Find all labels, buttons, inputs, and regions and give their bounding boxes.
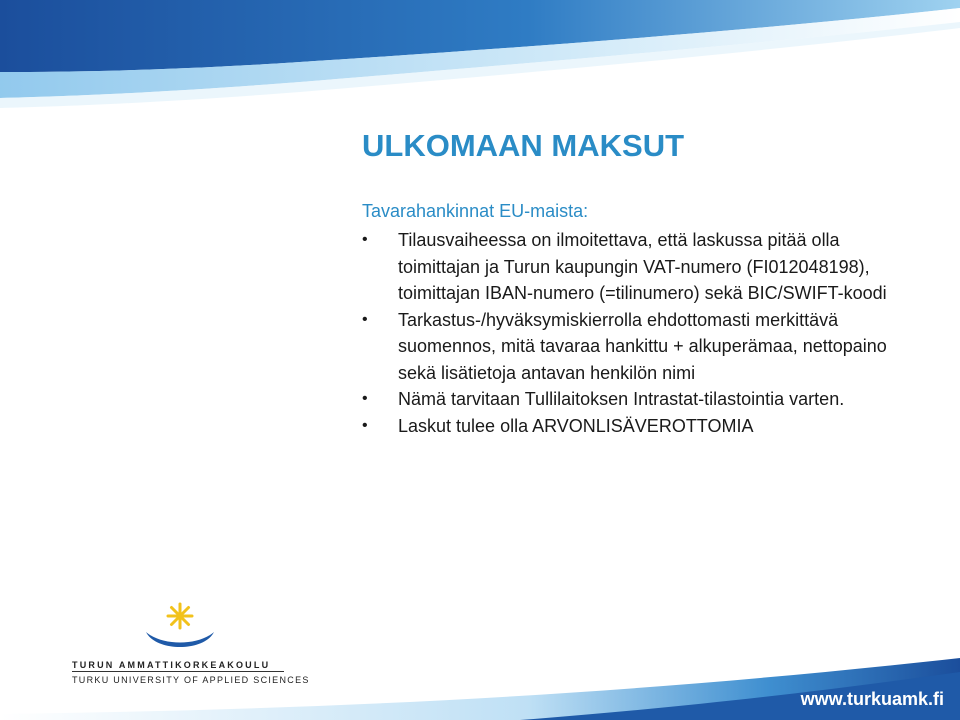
list-item-text: Tilausvaiheessa on ilmoitettava, että laskussa pitää olla toimittajan ja Turun kaupungin VAT-numero (FI012048198), toimittajan IBAN-numero (=tilinumero) sekä BIC/SWIFT-koodi xyxy=(398,230,887,303)
list-item xyxy=(362,307,892,387)
website-url[interactable]: www.turkuamk.fi xyxy=(800,689,944,709)
section-subtitle: Tavarahankinnat EU-maista: xyxy=(362,201,589,221)
bullet-icon: • xyxy=(362,310,368,328)
logo-divider xyxy=(72,671,284,672)
bullet-icon: • xyxy=(362,390,368,407)
logo-name-english: TURKU UNIVERSITY OF APPLIED SCIENCES xyxy=(72,675,310,685)
header-wave-band xyxy=(0,0,960,110)
list-item xyxy=(362,227,892,307)
bullet-icon: • xyxy=(362,416,368,434)
page-title: ULKOMAAN MAKSUT xyxy=(362,128,685,163)
bullet-list xyxy=(362,227,892,439)
list-item-text: Nämä tarvitaan Tullilaitoksen Intrastat-tilastointia varten. xyxy=(398,389,845,409)
list-item xyxy=(362,413,892,440)
list-item-text: Laskut tulee olla ARVONLISÄVEROTTOMIA xyxy=(398,415,754,436)
bullet-icon: • xyxy=(362,231,368,248)
sun-horizon-icon xyxy=(142,600,222,656)
university-logo xyxy=(72,600,310,690)
logo-name-finnish: TURUN AMMATTIKORKEAKOULU xyxy=(72,660,271,670)
list-item-text: Tarkastus-/hyväksymiskierrolla ehdottomasti merkittävä suomennos, mitä tavaraa hankittu + alkuperämaa, nettopaino sekä lisätietoja antavan henkilön nimi xyxy=(398,309,887,383)
list-item xyxy=(362,386,892,413)
